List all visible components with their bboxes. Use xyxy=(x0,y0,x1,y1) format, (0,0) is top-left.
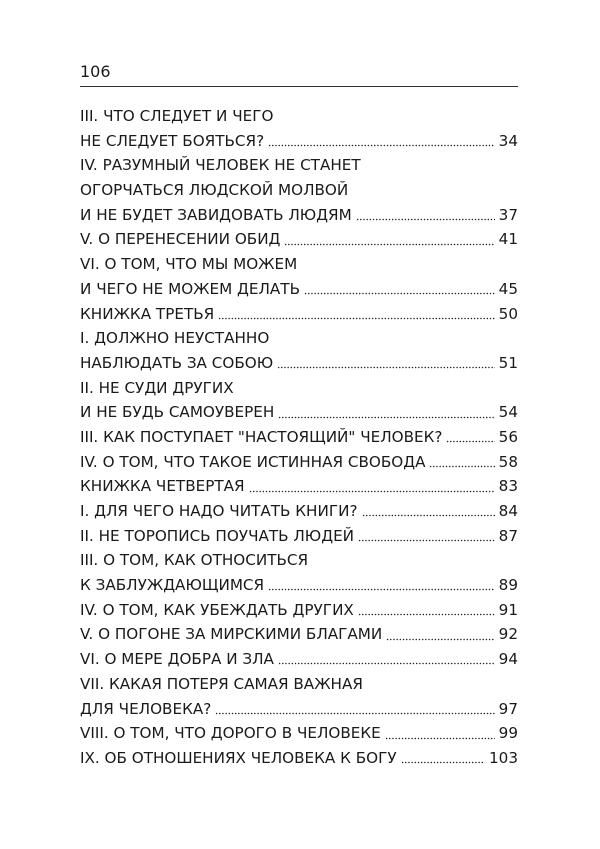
toc-entry-title: КНИЖКА ЧЕТВЕРТАЯ xyxy=(80,477,245,496)
toc-entry xyxy=(80,474,518,499)
toc-entry-page-number: 54 xyxy=(498,403,518,422)
table-of-contents xyxy=(80,104,518,771)
toc-entry xyxy=(80,227,518,252)
dot-leader xyxy=(277,356,495,370)
dot-leader xyxy=(401,751,485,765)
toc-entry-page-number: 45 xyxy=(498,279,518,298)
toc-entry-page-number: 56 xyxy=(498,427,518,446)
toc-entry-title: VII. КАКАЯ ПОТЕРЯ САМАЯ ВАЖНАЯ xyxy=(80,674,363,693)
toc-entry xyxy=(80,351,518,376)
toc-entry xyxy=(80,178,518,203)
toc-entry xyxy=(80,450,518,475)
toc-entry-page-number: 89 xyxy=(498,576,518,595)
toc-entry xyxy=(80,129,518,154)
dot-leader xyxy=(215,702,494,716)
dot-leader xyxy=(356,208,495,222)
toc-entry xyxy=(80,746,518,771)
toc-entry-title: I. ДЛЯ ЧЕГО НАДО ЧИТАТЬ КНИГИ? xyxy=(80,502,358,520)
dot-leader xyxy=(358,603,495,617)
header-rule xyxy=(80,86,518,87)
toc-entry xyxy=(80,425,518,450)
dot-leader xyxy=(304,282,495,296)
toc-entry-title: И НЕ БУДЬ САМОУВЕРЕН xyxy=(80,403,275,422)
toc-entry xyxy=(80,376,518,401)
toc-entry xyxy=(80,326,518,351)
toc-entry-title: ДЛЯ ЧЕЛОВЕКА? xyxy=(80,699,212,718)
toc-entry xyxy=(80,697,518,722)
toc-entry xyxy=(80,252,518,277)
toc-entry-page-number: 37 xyxy=(498,205,518,224)
toc-entry-title: I. ДОЛЖНО НЕУСТАННО xyxy=(80,329,270,348)
toc-entry-title: IV. РАЗУМНЫЙ ЧЕЛОВЕК НЕ СТАНЕТ xyxy=(80,156,361,175)
toc-entry-page-number: 91 xyxy=(498,600,518,619)
toc-entry-title: III. КАК ПОСТУПАЕТ "НАСТОЯЩИЙ" ЧЕЛОВЕК? xyxy=(80,427,443,446)
dot-leader xyxy=(268,134,495,148)
toc-entry-title: V. О ПЕРЕНЕСЕНИИ ОБИД xyxy=(80,230,281,249)
toc-entry-page-number: 41 xyxy=(498,230,518,249)
toc-entry-page-number: 83 xyxy=(498,477,518,496)
toc-entry-title: VI. О ТОМ, ЧТО МЫ МОЖЕМ xyxy=(80,255,298,274)
toc-entry xyxy=(80,622,518,647)
toc-entry xyxy=(80,104,518,129)
dot-leader xyxy=(385,727,495,741)
toc-entry-title: VIII. О ТОМ, ЧТО ДОРОГО В ЧЕЛОВЕКЕ xyxy=(80,724,381,743)
toc-entry xyxy=(80,400,518,425)
toc-entry-page-number: 34 xyxy=(498,131,518,150)
toc-entry xyxy=(80,721,518,746)
toc-entry-title: НЕ СЛЕДУЕТ БОЯТЬСЯ? xyxy=(80,131,265,150)
toc-entry-page-number: 50 xyxy=(498,304,518,323)
toc-entry-page-number: 97 xyxy=(498,699,518,718)
dot-leader xyxy=(446,430,494,444)
toc-entry xyxy=(80,153,518,178)
toc-entry xyxy=(80,302,518,327)
toc-entry xyxy=(80,203,518,228)
toc-entry-title: КНИЖКА ТРЕТЬЯ xyxy=(80,304,215,323)
toc-entry-page-number: 99 xyxy=(498,724,518,743)
dot-leader xyxy=(358,529,495,543)
toc-entry-title: VI. О МЕРЕ ДОБРА И ЗЛА xyxy=(80,650,274,669)
dot-leader xyxy=(284,233,494,247)
toc-entry xyxy=(80,598,518,623)
dot-leader xyxy=(278,406,494,420)
toc-entry-title: IV. О ТОМ, КАК УБЕЖДАТЬ ДРУГИХ xyxy=(80,600,354,619)
toc-entry-title: III. О ТОМ, КАК ОТНОСИТЬСЯ xyxy=(80,551,309,570)
dot-leader xyxy=(386,628,494,642)
toc-entry-title: III. ЧТО СЛЕДУЕТ И ЧЕГО xyxy=(80,107,274,125)
toc-entry-page-number: 84 xyxy=(498,502,518,520)
toc-entry-title: И НЕ БУДЕТ ЗАВИДОВАТЬ ЛЮДЯМ xyxy=(80,205,352,224)
toc-entry xyxy=(80,524,518,549)
toc-entry xyxy=(80,277,518,302)
page-number: 106 xyxy=(80,62,111,81)
toc-entry xyxy=(80,573,518,598)
toc-entry-title: И ЧЕГО НЕ МОЖЕМ ДЕЛАТЬ xyxy=(80,279,300,298)
dot-leader xyxy=(218,307,494,321)
toc-entry xyxy=(80,647,518,672)
toc-entry-page-number: 87 xyxy=(498,526,518,545)
dot-leader xyxy=(268,578,495,592)
toc-entry xyxy=(80,499,518,524)
toc-entry-page-number: 92 xyxy=(498,625,518,644)
toc-entry-title: НАБЛЮДАТЬ ЗА СОБОЮ xyxy=(80,353,274,372)
toc-entry-title: II. НЕ СУДИ ДРУГИХ xyxy=(80,378,234,397)
toc-entry-page-number: 58 xyxy=(498,452,518,471)
toc-entry-title: IX. ОБ ОТНОШЕНИЯХ ЧЕЛОВЕКА К БОГУ xyxy=(80,748,397,767)
toc-entry-title: К ЗАБЛУЖДАЮЩИМСЯ xyxy=(80,576,265,595)
toc-entry-title: IV. О ТОМ, ЧТО ТАКОЕ ИСТИННАЯ СВОБОДА xyxy=(80,452,426,471)
toc-entry-title: II. НЕ ТОРОПИСЬ ПОУЧАТЬ ЛЮДЕЙ xyxy=(80,526,355,545)
dot-leader xyxy=(278,652,495,666)
toc-entry xyxy=(80,672,518,697)
dot-leader xyxy=(249,480,495,494)
toc-entry-title: ОГОРЧАТЬСЯ ЛЮДСКОЙ МОЛВОЙ xyxy=(80,181,349,200)
toc-entry-title: V. О ПОГОНЕ ЗА МИРСКИМИ БЛАГАМИ xyxy=(80,625,383,644)
toc-entry-page-number: 94 xyxy=(498,650,518,669)
dot-leader xyxy=(362,504,495,518)
dot-leader xyxy=(429,455,494,469)
toc-entry-page-number: 51 xyxy=(498,353,518,372)
toc-entry xyxy=(80,548,518,573)
toc-entry-page-number: 103 xyxy=(489,748,518,767)
